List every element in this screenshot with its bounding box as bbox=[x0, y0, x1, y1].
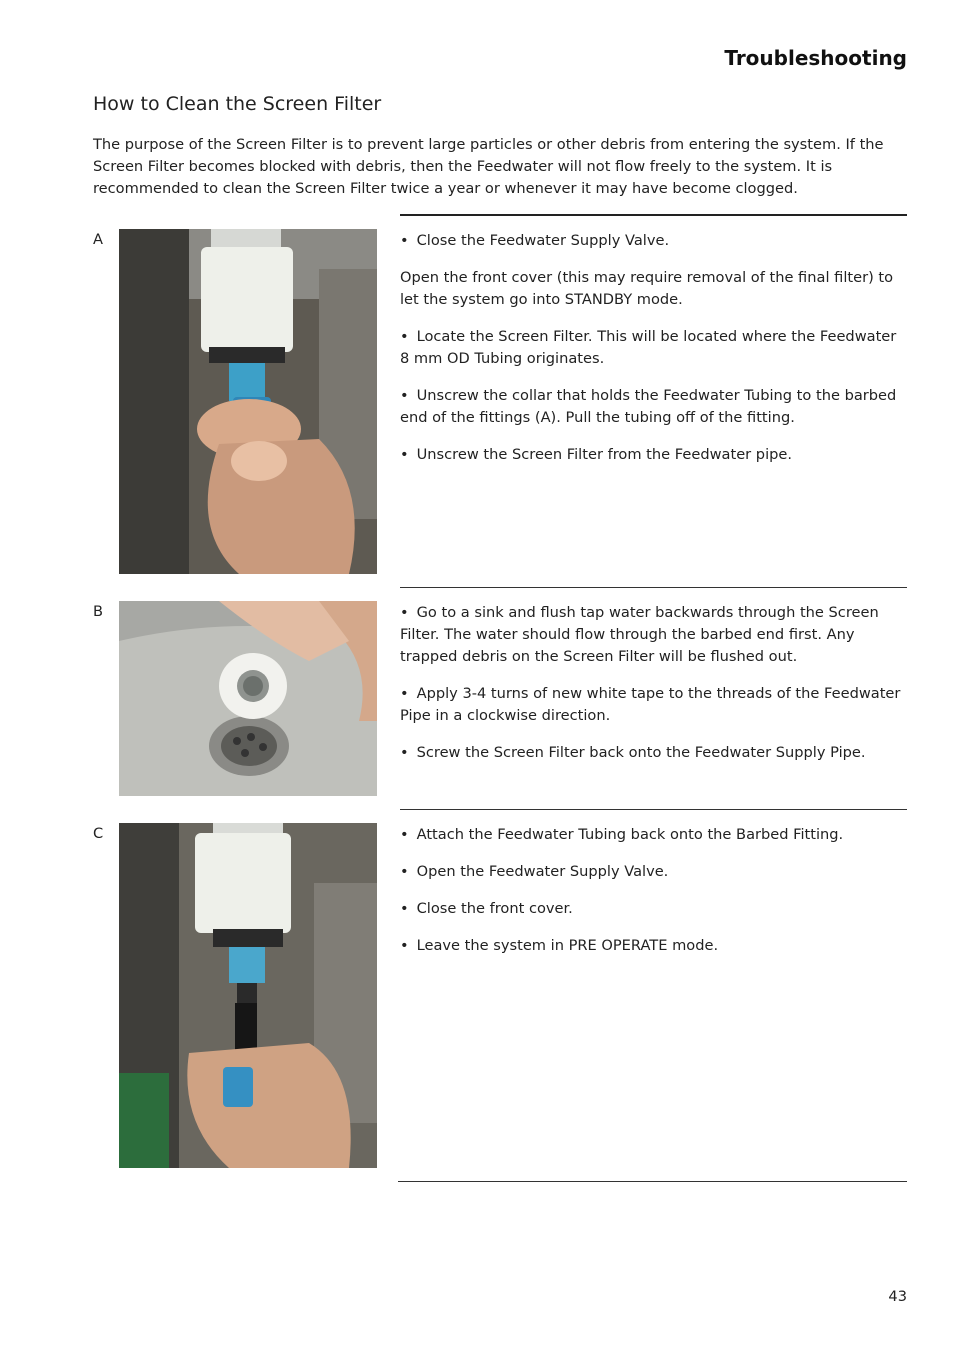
instruction-c-1: • Attach the Feedwater Tubing back onto the Barbed Fitting. bbox=[400, 824, 910, 846]
instruction-b-3: • Screw the Screen Filter back onto the Feedwater Supply Pipe. bbox=[400, 742, 910, 764]
rule-b bbox=[400, 587, 907, 588]
instruction-c-4: • Leave the system in PRE OPERATE mode. bbox=[400, 935, 910, 957]
photo-a bbox=[119, 229, 377, 574]
section-header: Troubleshooting bbox=[724, 46, 907, 70]
instruction-b-2: • Apply 3-4 turns of new white tape to the threads of the Feedwater Pipe in a clockwise direction. bbox=[400, 683, 910, 727]
instructions-b bbox=[400, 602, 910, 779]
rule-bottom bbox=[398, 1181, 907, 1182]
photo-c bbox=[119, 823, 377, 1168]
instructions-a bbox=[400, 230, 910, 481]
step-letter-c: C bbox=[93, 825, 104, 842]
instruction-a-4: • Unscrew the collar that holds the Feedwater Tubing to the barbed end of the fittings (A). Pull the tubing off of the fitting. bbox=[400, 385, 910, 429]
instruction-a-1: • Close the Feedwater Supply Valve. bbox=[400, 230, 910, 252]
instruction-a-3: • Locate the Screen Filter. This will be located where the Feedwater 8 mm OD Tubing originates. bbox=[400, 326, 910, 370]
step-letter-a: A bbox=[93, 231, 103, 248]
intro-paragraph: The purpose of the Screen Filter is to prevent large particles or other debris from entering the system. If the Screen Filter becomes blocked with debris, then the Feedwater will not flow freely to the system. It is recommended to clean the Screen Filter twice a year or whenever it may have become clogged. bbox=[93, 136, 884, 197]
step-letter-b: B bbox=[93, 603, 104, 620]
photo-b bbox=[119, 601, 377, 796]
page-heading: How to Clean the Screen Filter bbox=[93, 93, 382, 115]
rule-top bbox=[400, 214, 907, 216]
instruction-b-1: • Go to a sink and flush tap water backwards through the Screen Filter. The water should flow through the barbed end first. Any trapped debris on the Screen Filter will be flushed out. bbox=[400, 602, 910, 668]
instruction-a-5: • Unscrew the Screen Filter from the Feedwater pipe. bbox=[400, 444, 910, 466]
instruction-c-2: • Open the Feedwater Supply Valve. bbox=[400, 861, 910, 883]
rule-c bbox=[400, 809, 907, 810]
instruction-c-3: • Close the front cover. bbox=[400, 898, 910, 920]
instruction-a-2: Open the front cover (this may require removal of the final filter) to let the system go into STANDBY mode. bbox=[400, 269, 894, 308]
page-number: 43 bbox=[888, 1288, 907, 1305]
instructions-c bbox=[400, 824, 910, 972]
